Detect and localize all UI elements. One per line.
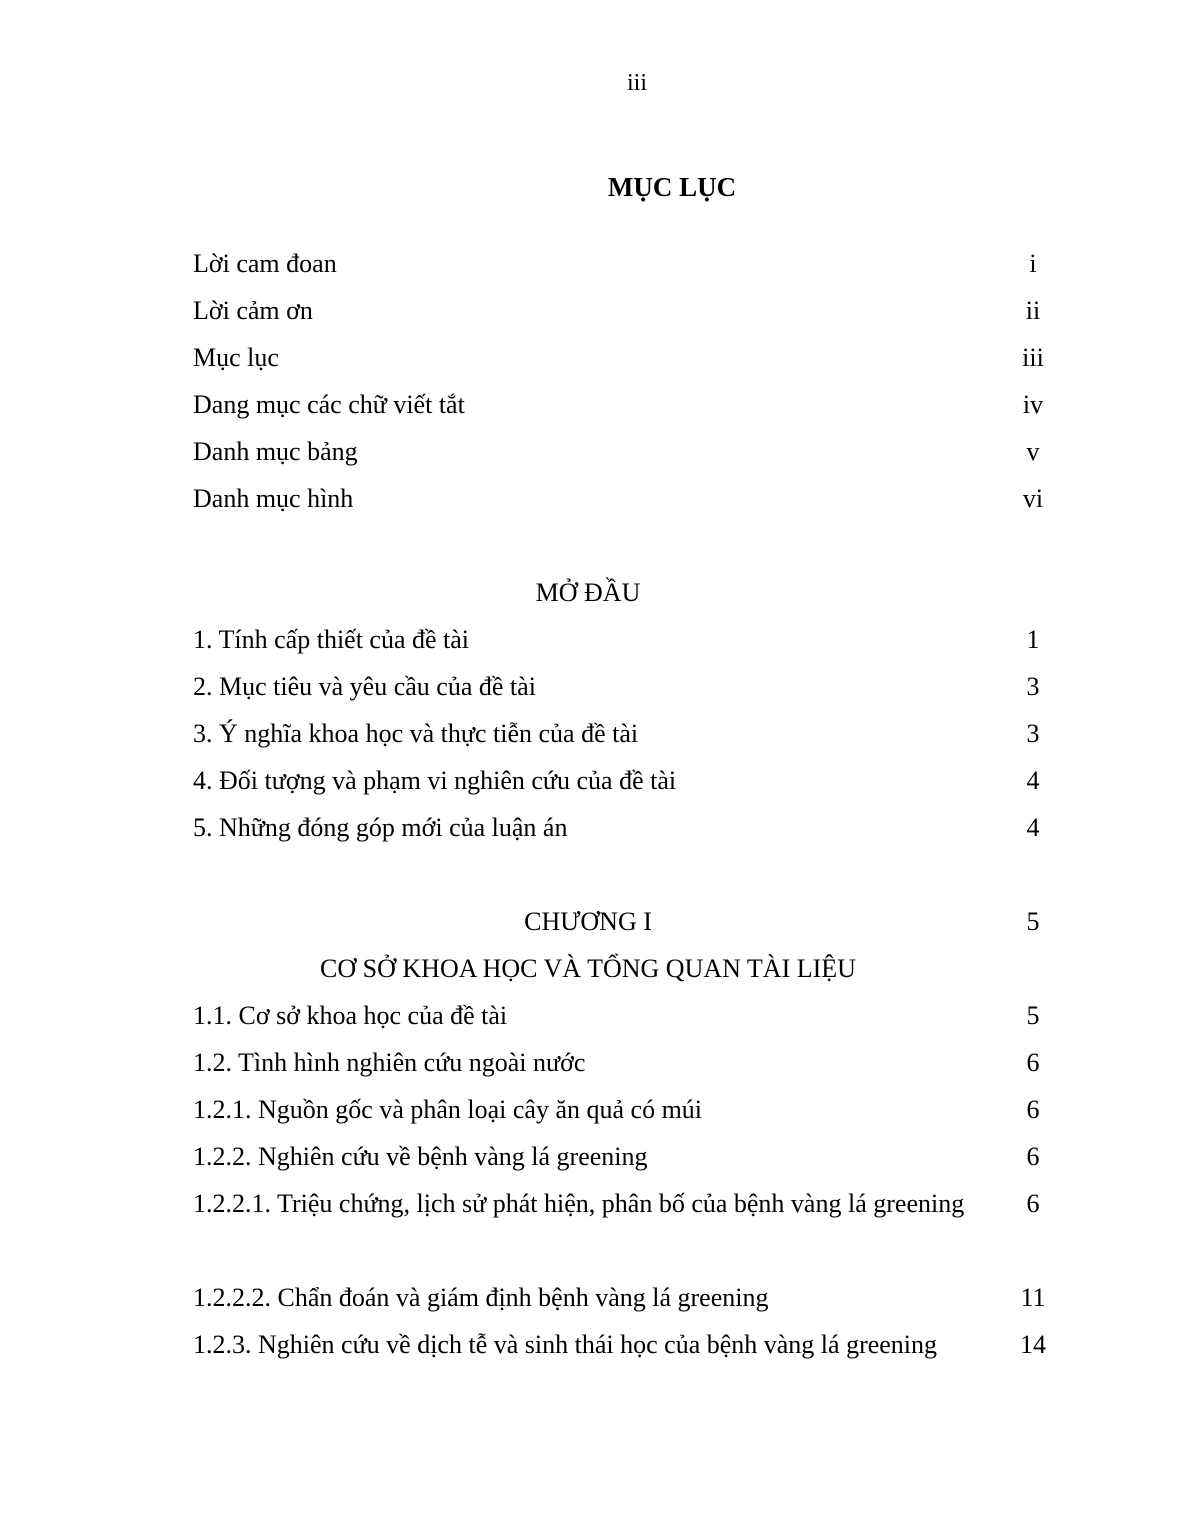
toc-entry-muc-luc[interactable] xyxy=(193,334,1053,381)
toc-entry-title: 1.2.3. Nghiên cứu về dịch tễ và sinh thái học của bệnh vàng lá greening xyxy=(193,1330,938,1359)
toc-entry-title: Danh mục hình xyxy=(193,484,354,513)
toc-title: MỤC LỤC xyxy=(607,172,737,202)
toc-entry-loi-cam-doan[interactable] xyxy=(193,240,1053,287)
toc-entry-danh-muc-bang[interactable] xyxy=(193,428,1053,475)
toc-entry-title: 1.2.1. Nguồn gốc và phân loại cây ăn quả có múi xyxy=(193,1095,703,1124)
chapter-subtitle: CƠ SỞ KHOA HỌC VÀ TỔNG QUAN TÀI LIỆU xyxy=(320,954,856,983)
section-spacer xyxy=(193,851,1053,898)
toc-entry-title: Dang mục các chữ viết tắt xyxy=(193,390,465,419)
chapter-subtitle-row xyxy=(193,945,1053,992)
toc-entry-title: 1.2.2.1. Triệu chứng, lịch sử phát hiện, phân bố của bệnh vàng lá greening xyxy=(193,1189,965,1218)
toc-entry-page: 3 xyxy=(1026,672,1040,701)
toc-entry-intro-3[interactable] xyxy=(193,710,1053,757)
toc-entry-page: 4 xyxy=(1026,766,1040,795)
toc-entry-page: iii xyxy=(1022,343,1044,372)
table-of-contents xyxy=(193,240,1053,1368)
toc-entry-page: 5 xyxy=(1026,1001,1040,1030)
toc-entry-1-2-1[interactable] xyxy=(193,1086,1053,1133)
toc-entry-danh-muc-hinh[interactable] xyxy=(193,475,1053,522)
chapter-label: CHƯƠNG I xyxy=(524,907,652,936)
toc-entry-page: 6 xyxy=(1026,1189,1040,1218)
toc-entry-title: Lời cam đoan xyxy=(193,249,337,278)
toc-entry-page: 11 xyxy=(1020,1283,1046,1312)
toc-entry-title: 1.2.2. Nghiên cứu về bệnh vàng lá greening xyxy=(193,1142,648,1171)
toc-entry-intro-5[interactable] xyxy=(193,804,1053,851)
toc-entry-title: 5. Những đóng góp mới của luận án xyxy=(193,813,568,842)
toc-entry-1-2-2-1[interactable] xyxy=(193,1180,1053,1274)
toc-entry-page: 6 xyxy=(1026,1142,1040,1171)
toc-entry-page: 1 xyxy=(1026,625,1040,654)
toc-entry-title: 1.1. Cơ sở khoa học của đề tài xyxy=(193,1001,508,1030)
chapter-page: 5 xyxy=(1026,907,1040,936)
toc-entry-page: 6 xyxy=(1026,1048,1040,1077)
chapter-heading[interactable] xyxy=(193,898,1053,945)
toc-entry-title: 3. Ý nghĩa khoa học và thực tiễn của đề tài xyxy=(193,719,639,748)
toc-entry-title: 4. Đối tượng và phạm vi nghiên cứu của đề tài xyxy=(193,766,677,795)
toc-entry-title: 1.2. Tình hình nghiên cứu ngoài nước xyxy=(193,1048,586,1077)
toc-entry-title: 2. Mục tiêu và yêu cầu của đề tài xyxy=(193,672,536,701)
toc-entry-page: iv xyxy=(1022,390,1044,419)
page-number: iii xyxy=(626,70,647,96)
section-heading-mo-dau[interactable] xyxy=(193,569,1053,616)
toc-entry-loi-cam-on[interactable] xyxy=(193,287,1053,334)
toc-entry-title: 1. Tính cấp thiết của đề tài xyxy=(193,625,470,654)
toc-entry-page: 4 xyxy=(1026,813,1040,842)
toc-entry-1-2-3[interactable] xyxy=(193,1321,1053,1368)
toc-entry-page: v xyxy=(1026,437,1040,466)
toc-entry-title: Mục lục xyxy=(193,343,279,372)
toc-entry-page: vi xyxy=(1022,484,1044,513)
toc-entry-page: i xyxy=(1029,249,1037,278)
toc-entry-intro-2[interactable] xyxy=(193,663,1053,710)
toc-entry-1-2-2-2[interactable] xyxy=(193,1274,1053,1321)
toc-entry-title: Lời cảm ơn xyxy=(193,296,313,325)
toc-entry-title: Danh mục bảng xyxy=(193,437,358,466)
toc-entry-page: 3 xyxy=(1026,719,1040,748)
toc-entry-intro-1[interactable] xyxy=(193,616,1053,663)
toc-entry-1-1[interactable] xyxy=(193,992,1053,1039)
section-heading-title: MỞ ĐẦU xyxy=(535,578,641,607)
toc-entry-1-2[interactable] xyxy=(193,1039,1053,1086)
toc-entry-1-2-2[interactable] xyxy=(193,1133,1053,1180)
toc-entry-page: 6 xyxy=(1026,1095,1040,1124)
toc-entry-chu-viet-tat[interactable] xyxy=(193,381,1053,428)
toc-entry-page: 14 xyxy=(1020,1330,1046,1359)
toc-entry-intro-4[interactable] xyxy=(193,757,1053,804)
section-spacer xyxy=(193,522,1053,569)
toc-entry-page: ii xyxy=(1025,296,1041,325)
toc-entry-title: 1.2.2.2. Chẩn đoán và giám định bệnh vàng lá greening xyxy=(193,1283,769,1312)
